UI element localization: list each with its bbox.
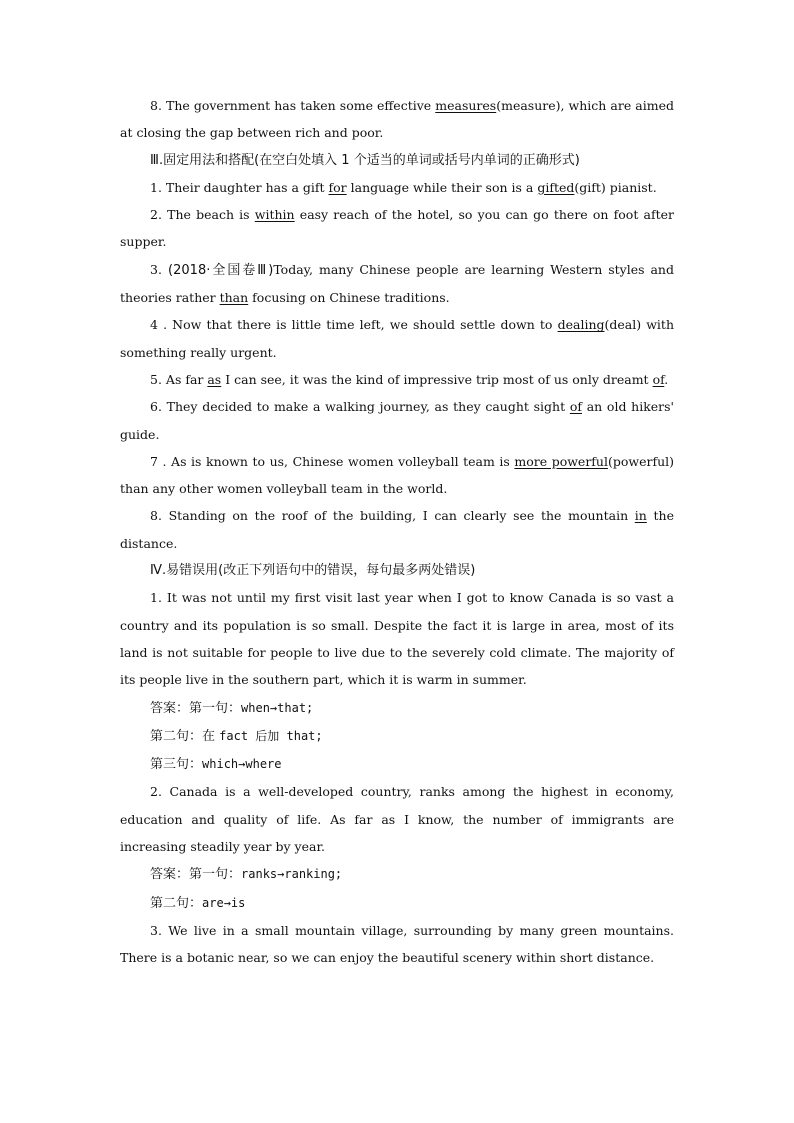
answer-blank: as (207, 371, 222, 387)
s4-item-2: 2. Canada is a well-developed country, ranks among the highest in economy, education and quality of life. As far as I know, the number of immigrants are increasing steadily year by year. (120, 784, 674, 855)
answer-blank: of (652, 371, 665, 387)
source-tag: (2018·全国卷Ⅲ) (161, 262, 274, 278)
answer-blank: in (634, 508, 647, 524)
answer-blank: more powerful (514, 453, 608, 469)
s3-item-5: 5. As far as I can see, it was the kind of impressive trip most of us only dreamt of. (150, 371, 669, 387)
q2-item-8: 8. The government has taken some effective measures(measure), which are aimed at closing the gap between rich and poor. (120, 98, 674, 141)
s4-item-1: 1. It was not until my first visit last year when I got to know Canada is so vast a country and its population is so small. Despite the fact it is large in area, most of its land is not suitable for people to live due to the severely cold climate. The majority of its people live in the southern part, which it is warm in summer. (120, 590, 674, 688)
s4-item-1-answer-1: 答案：第一句：when→that; (150, 700, 314, 716)
s3-item-2: 2. The beach is within easy reach of the hotel, so you can go there on foot after supper. (120, 207, 674, 250)
page-content (120, 92, 674, 972)
answer-blank: measures (435, 98, 497, 113)
s3-item-1: 1. Their daughter has a gift for language while their son is a gifted(gift) pianist. (150, 179, 657, 195)
answer-blank: for (328, 179, 347, 195)
s4-item-2-answer-2: 第二句：are→is (150, 895, 246, 911)
answer-blank: of (569, 399, 582, 415)
s4-item-1-answer-3: 第三句：which→where (150, 757, 282, 773)
section-3-title: Ⅲ.固定用法和搭配(在空白处填入 1 个适当的单词或括号内单词的正确形式) (150, 152, 580, 168)
s4-item-3: 3. We live in a small mountain village, surrounding by many green mountains. There is a botanic near, so we can enjoy the beautiful scenery within short distance. (120, 922, 674, 966)
s3-item-8: 8. Standing on the roof of the building, I can clearly see the mountain in the distance. (120, 508, 674, 551)
answer-blank: dealing (557, 317, 605, 333)
s4-item-1-answer-2: 第二句：在 fact 后加 that; (150, 728, 323, 744)
answer-blank: than (219, 290, 249, 306)
s3-item-4: 4 . Now that there is little time left, we should settle down to dealing(deal) with something really urgent. (120, 317, 674, 360)
answer-blank: gifted (537, 179, 575, 195)
s4-item-2-answer-1: 答案：第一句：ranks→ranking; (150, 867, 343, 883)
section-4-title: Ⅳ.易错误用(改正下列语句中的错误，每句最多两处错误) (150, 563, 476, 579)
s3-item-3: 3. (2018·全国卷Ⅲ)Today, many Chinese people are learning Western styles and theories rather than focusing on Chinese traditions. (120, 261, 674, 306)
answer-blank: within (254, 207, 295, 223)
s3-item-7: 7 . As is known to us, Chinese women volleyball team is more powerful(powerful) than any other women volleyball team in the world. (120, 453, 675, 497)
s3-item-6: 6. They decided to make a walking journey, as they caught sight of an old hikers' guide. (120, 399, 674, 442)
